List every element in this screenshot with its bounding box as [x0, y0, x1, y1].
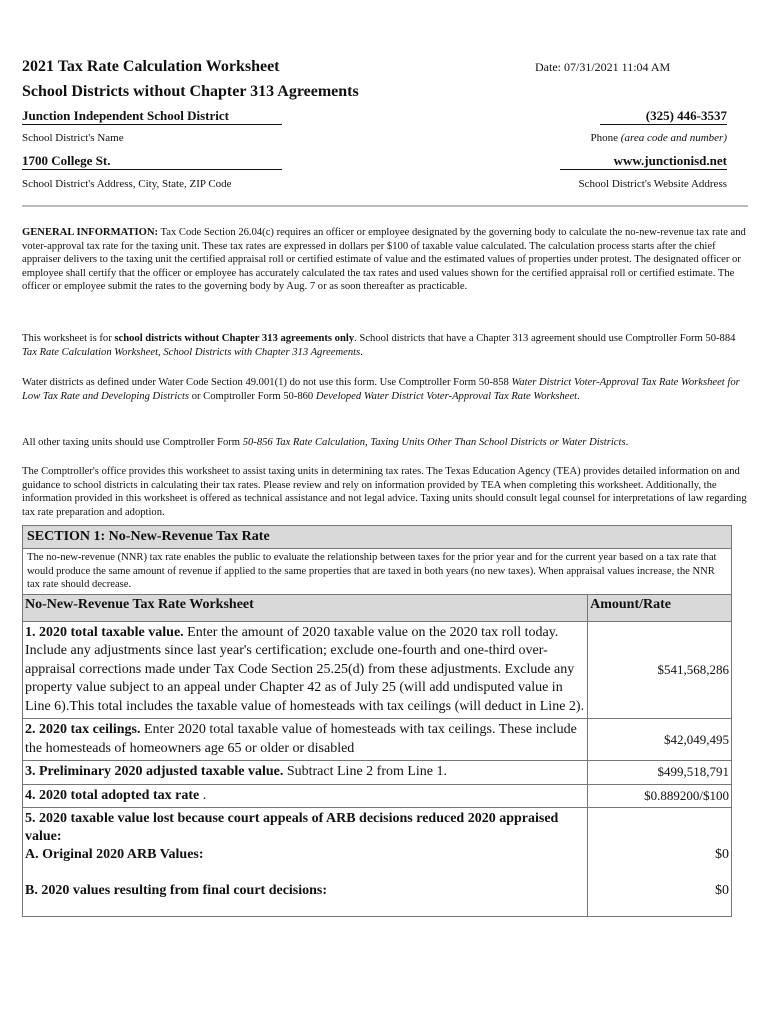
line-5-amounts	[588, 808, 732, 917]
form-title: 2021 Tax Rate Calculation Worksheet	[22, 58, 280, 75]
phone-label-hint: (area code and number)	[620, 132, 727, 144]
column-header-row	[23, 594, 732, 621]
line-3-amount: $499,518,791	[588, 761, 732, 785]
general-lead: GENERAL INFORMATION:	[22, 227, 159, 238]
section-1-description: The no-new-revenue (NNR) tax rate enables the public to evaluate the relationship between taxes for the prior year and for the current year based on a tax rate that would produce the same amount of revenue if applied to the same properties that are taxed in both years (no new taxes). When appraisal values increase, the NNR tax rate should decrease.	[23, 549, 732, 595]
paragraph-scope	[22, 332, 748, 359]
line-1-label	[23, 621, 588, 719]
p4-c: .	[625, 437, 629, 448]
p2-d: Tax Rate Calculation Worksheet, School Districts with Chapter 313 Agreements	[22, 346, 361, 358]
section-desc-row	[23, 549, 732, 595]
line-2-amount: $42,049,495	[588, 719, 732, 761]
phone-label	[480, 132, 727, 144]
line-5b-amount: $0	[715, 883, 729, 898]
p3-e: .	[577, 390, 580, 402]
line-1-text: Enter the amount of 2020 taxable value on the 2020 tax roll today. Include any adjustments since last year's certification; exclude one-fourth and one-third over-appraisal corrections made under Tax Code Section 25.25(d) from these adjustments. Exclude any property value subject to an appeal under Chapter 42 as of July 25 (will add undisputed value in Line 6).This total includes the taxable value of homesteads with tax ceilings (will deduct in Line 2).	[25, 624, 585, 714]
district-name: Junction Independent School District	[22, 108, 282, 125]
address-label: School District's Address, City, State, ZIP Code	[22, 178, 232, 190]
line-5a-label: A. Original 2020 ARB Values:	[25, 847, 204, 862]
line-5b-label: B. 2020 values resulting from final court decisions:	[25, 883, 328, 898]
paragraph-water-districts	[22, 376, 748, 403]
table-row	[23, 621, 732, 719]
form-subtitle: School Districts without Chapter 313 Agreements	[22, 83, 359, 100]
p2-a: This worksheet is for	[22, 333, 115, 344]
header-divider	[22, 205, 748, 207]
line-2-label	[23, 719, 588, 761]
line-4-title: 4. 2020 total adopted tax rate	[25, 787, 200, 803]
line-4-label	[23, 784, 588, 808]
p2-c: . School districts that have a Chapter 313 agreement should use Comptroller Form 50-884	[354, 333, 736, 344]
district-website: www.junctionisd.net	[560, 153, 727, 170]
p3-b: Water District Voter-Approval Tax Rate Worksheet for Low Tax Rate and Developing Districts	[22, 377, 740, 402]
website-label: School District's Website Address	[578, 178, 727, 190]
p3-c: or Comptroller Form 50-860	[189, 390, 316, 402]
line-1-amount: $541,568,286	[588, 621, 732, 719]
line-1-title: 1. 2020 total taxable value.	[25, 624, 184, 640]
col-worksheet-header: No-New-Revenue Tax Rate Worksheet	[23, 594, 588, 621]
p4-b: 50-856 Tax Rate Calculation, Taxing Units Other Than School Districts or Water Districts	[242, 437, 626, 448]
line-4-amount: $0.889200/$100	[588, 784, 732, 808]
p2-e: .	[360, 346, 363, 358]
line-2-text: Enter 2020 total taxable value of homesteads with tax ceilings. These include the homesteads of homeowners age 65 or older or disabled	[25, 722, 577, 756]
p3-a: Water districts as defined under Water Code Section 49.001(1) do not use this form. Use Comptroller Form 50-858	[22, 377, 512, 388]
paragraph-comptroller: The Comptroller's office provides this worksheet to assist taxing units in determining tax rates. The Texas Education Agency (TEA) provides detailed information on and guidance to school districts in calculating their tax rates. Please review and rely on information provided by TEA when completing this worksheet. Additionally, the information provided in this worksheet is offered as technical assistance and not legal advice. Taxing units should consult legal counsel for interpretations of law regarding tax rate preparation and adoption.	[22, 466, 747, 518]
form-date: Date: 07/31/2021 11:04 AM	[535, 60, 671, 74]
table-row	[23, 719, 732, 761]
district-name-label: School District's Name	[22, 132, 124, 144]
p2-b: school districts without Chapter 313 agreements only	[114, 333, 355, 344]
col-amount-header: Amount/Rate	[588, 594, 732, 621]
table-row	[23, 761, 732, 785]
nnr-worksheet-table	[22, 525, 732, 917]
table-row	[23, 808, 732, 917]
line-5-label	[23, 808, 588, 917]
general-information	[22, 226, 748, 294]
line-3-label	[23, 761, 588, 785]
line-4-text: .	[199, 787, 207, 803]
line-5-heading: 5. 2020 taxable value lost because court appeals of ARB decisions reduced 2020 appraised value:	[25, 811, 559, 844]
line-5a-amount: $0	[715, 847, 729, 862]
line-2-title: 2. 2020 tax ceilings.	[25, 722, 141, 737]
general-text: Tax Code Section 26.04(c) requires an officer or employee designated by the governing body to calculate the no-new-revenue tax rate and voter-approval tax rate for the taxing unit. These tax rates are expressed in dollars per $100 of taxable value calculated. The calculation process starts after the chief appraiser delivers to the taxing unit the certified appraisal roll or certified estimate of value and the estimated values of properties under protest. The designated officer or employee shall certify that the officer or employee has accurately calculated the tax rates and used values shown for the certified appraisal roll or certified estimate. The officer or employee submit the rates to the governing body by Aug. 7 or as soon thereafter as practicable.	[22, 227, 746, 292]
section-header-row	[23, 526, 732, 549]
line-3-title: 3. Preliminary 2020 adjusted taxable value.	[25, 764, 284, 779]
p4-a: All other taxing units should use Comptroller Form	[22, 437, 243, 448]
line-3-text: Subtract Line 2 from Line 1.	[283, 764, 448, 779]
section-1-title: SECTION 1: No-New-Revenue Tax Rate	[23, 526, 732, 549]
table-row	[23, 784, 732, 808]
district-phone: (325) 446-3537	[600, 108, 727, 125]
phone-label-text: Phone	[590, 132, 619, 144]
p3-d: Developed Water District Voter-Approval Tax Rate Worksheet	[315, 390, 578, 402]
paragraph-other-units	[22, 436, 748, 450]
district-address: 1700 College St.	[22, 153, 282, 170]
